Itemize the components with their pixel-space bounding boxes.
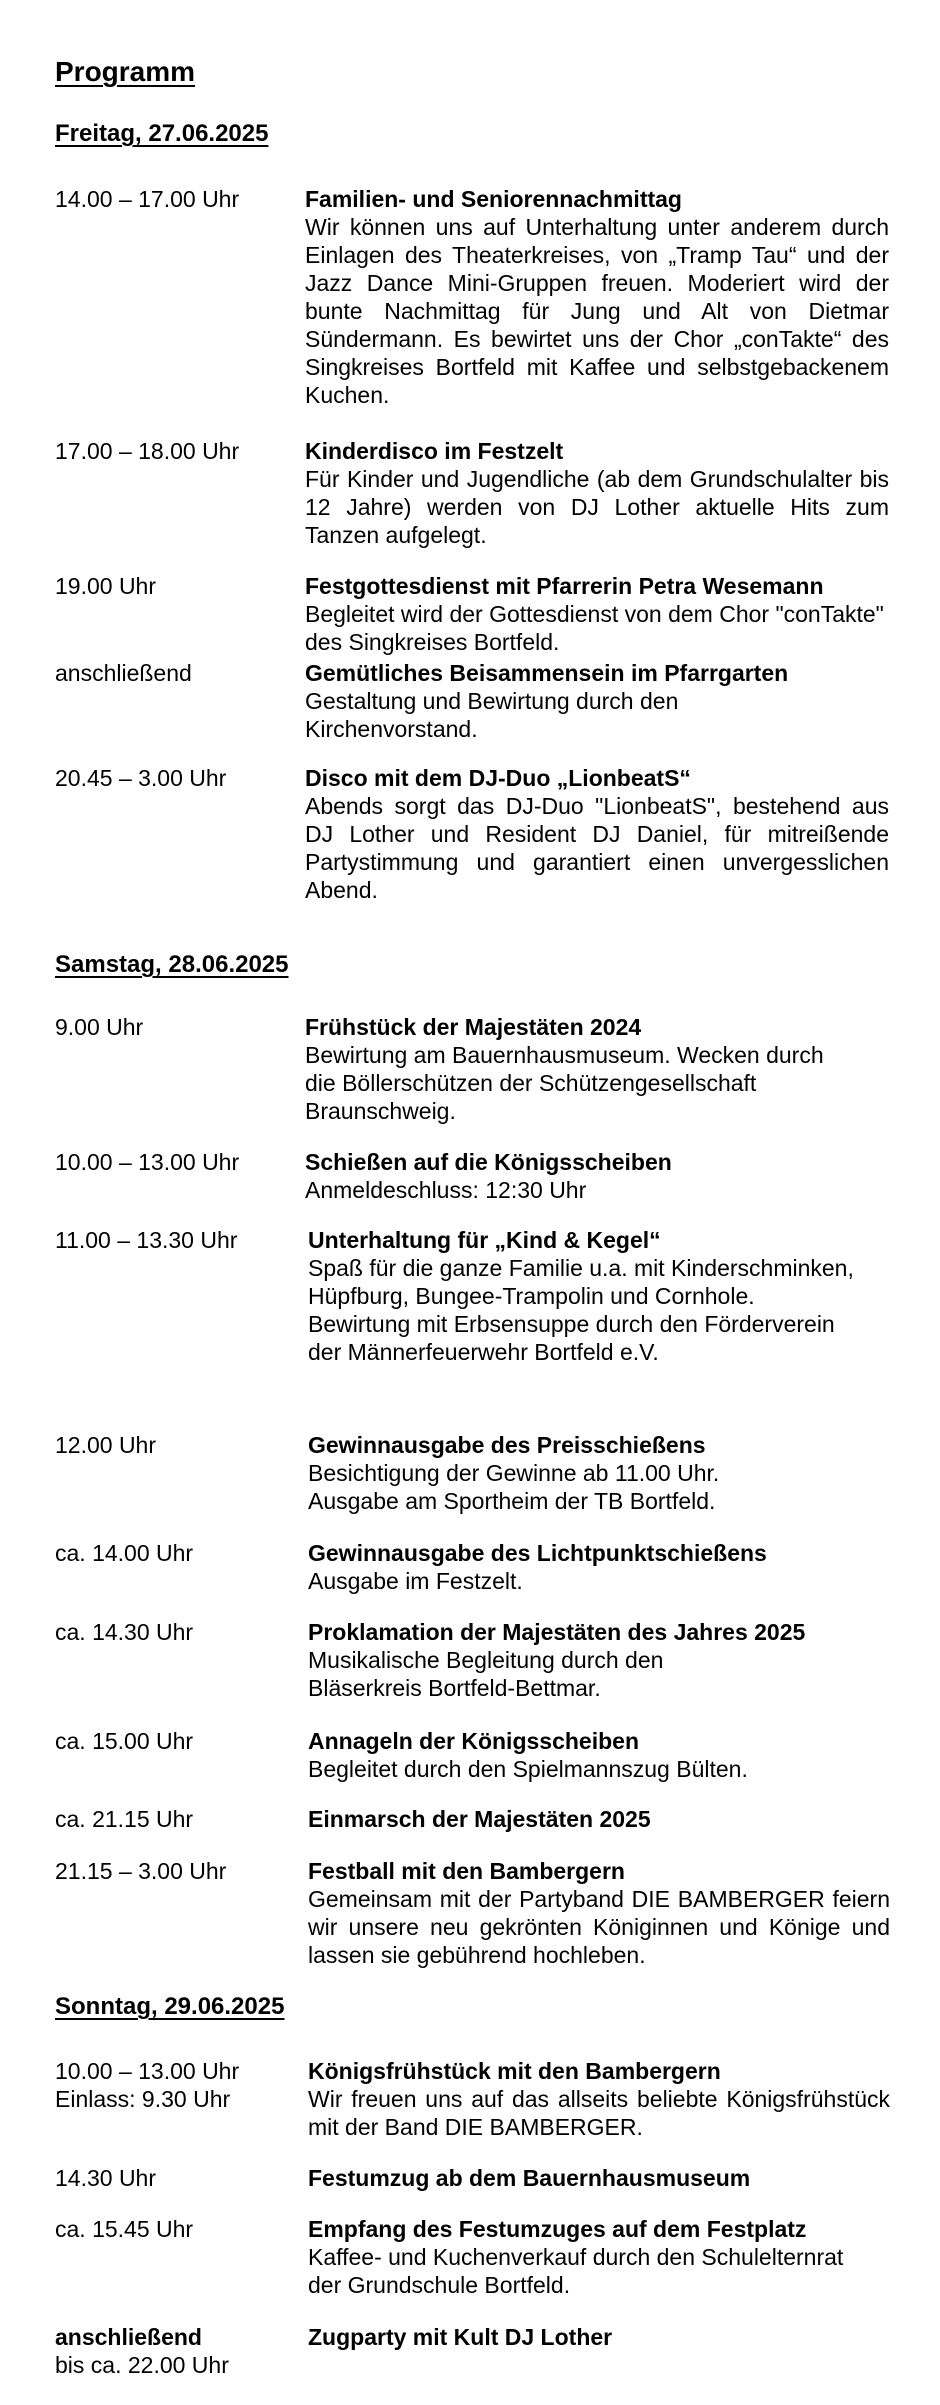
event-time: 21.15 – 3.00 Uhr [55,1858,227,1884]
event-time: 20.45 – 3.00 Uhr [55,765,227,791]
event-time: 10.00 – 13.00 Uhr Einlass: 9.30 Uhr [55,2058,240,2112]
event-description-2: Bewirtung mit Erbsensuppe durch den Förderverein der Männerfeuerwehr Bortfeld e.V. [308,1311,835,1365]
event-entry [308,1727,890,1783]
event-entry [305,572,889,656]
event-entry [305,764,889,904]
event-title: Zugparty mit Kult DJ Lother [308,2324,613,2350]
event-description: Ausgabe im Festzelt. [308,1568,523,1594]
event-entry [308,1857,890,1969]
event-entry [308,1431,890,1515]
day-heading-friday: Freitag, 27.06.2025 [55,120,269,147]
event-title: Festgottesdienst mit Pfarrerin Petra Wesemann [305,573,824,599]
event-title: Proklamation der Majestäten des Jahres 2025 [308,1619,806,1645]
event-time: anschließend [55,660,192,686]
event-description: Wir freuen uns auf das allseits beliebte Königsfrühstück mit der Band DIE BAMBERGER. [308,2086,890,2140]
event-time: ca. 15.00 Uhr [55,1728,194,1754]
event-time: ca. 14.00 Uhr [55,1540,194,1566]
event-title: Schießen auf die Königsscheiben [305,1149,672,1175]
event-title: Familien- und Seniorennachmittag [305,186,682,212]
event-title: Kinderdisco im Festzelt [305,438,564,464]
event-description: Musikalische Begleitung durch den Bläserkreis Bortfeld-Bettmar. [308,1647,664,1701]
event-time: 19.00 Uhr [55,573,157,599]
event-description: Begleitet wird der Gottesdienst von dem Chor "conTakte" des Singkreises Bortfeld. [305,601,884,655]
event-description: Anmeldeschluss: 12:30 Uhr [305,1177,587,1203]
event-time: 14.30 Uhr [55,2165,157,2191]
event-title: Festball mit den Bambergern [308,1858,625,1884]
event-title: Annageln der Königsscheiben [308,1728,639,1754]
event-entry [308,1226,890,1366]
event-time: 14.00 – 17.00 Uhr [55,186,240,212]
event-entry [308,1618,890,1702]
event-description: Kaffee- und Kuchenverkauf durch den Schulelternrat der Grundschule Bortfeld. [308,2244,844,2298]
event-time: 12.00 Uhr [55,1432,157,1458]
event-time: 11.00 – 13.30 Uhr [55,1227,238,1253]
day-heading-sunday: Sonntag, 29.06.2025 [55,1993,285,2020]
event-title: Festumzug ab dem Bauernhausmuseum [308,2165,751,2191]
event-description: Für Kinder und Jugendliche (ab dem Grundschulalter bis 12 Jahre) werden von DJ Lother aktuelle Hits zum Tanzen aufgelegt. [305,466,889,548]
event-description: Abends sorgt das DJ-Duo "LionbeatS", bestehend aus DJ Lother und Resident DJ Daniel, für mitreißende Partystimmung und garantiert einen unvergesslichen Abend. [305,793,889,903]
event-entry [305,185,889,409]
event-time: 9.00 Uhr [55,1014,144,1040]
event-entry [308,1805,890,1833]
event-description: Begleitet durch den Spielmannszug Bülten. [308,1756,748,1782]
event-entry [305,437,889,549]
event-entry [308,2057,890,2141]
event-description-2: Ausgabe am Sportheim der TB Bortfeld. [308,1488,716,1514]
event-title: Gemütliches Beisammensein im Pfarrgarten [305,660,789,686]
event-entry [305,659,889,743]
event-time: 17.00 – 18.00 Uhr [55,438,240,464]
event-description: Spaß für die ganze Familie u.a. mit Kinderschminken, Hüpfburg, Bungee-Trampolin und Cornhole. [308,1255,854,1309]
event-description: Besichtigung der Gewinne ab 11.00 Uhr. [308,1460,720,1486]
event-description: Wir können uns auf Unterhaltung unter anderem durch Einlagen des Theaterkreises, von „Tramp Tau“ und der Jazz Dance Mini-Gruppen freuen. Moderiert wird der bunte Nachmittag für Jung und Alt von Dietmar Sündermann. Es bewirtet uns der Chor „conTakte“ des Singkreises Bortfeld mit Kaffee und selbstgebackenem Kuchen. [305,214,889,408]
event-entry [308,1539,890,1595]
event-entry [308,2323,890,2351]
event-description: Gestaltung und Bewirtung durch den Kirchenvorstand. [305,688,679,742]
event-time: ca. 21.15 Uhr [55,1806,194,1832]
event-time: anschließend bis ca. 22.00 Uhr [55,2324,229,2378]
event-description: Gemeinsam mit der Partyband DIE BAMBERGER feiern wir unsere neu gekrönten Königinnen und Könige und lassen sie gebührend hochleben. [308,1886,890,1968]
event-description: Bewirtung am Bauernhausmuseum. Wecken durch die Böllerschützen der Schützengesellschaft Braunschweig. [305,1042,824,1124]
event-title: Frühstück der Majestäten 2024 [305,1014,642,1040]
event-title: Empfang des Festumzuges auf dem Festplatz [308,2216,807,2242]
event-entry [308,2215,890,2299]
event-title: Disco mit dem DJ-Duo „LionbeatS“ [305,765,691,791]
event-time: 10.00 – 13.00 Uhr [55,1149,240,1175]
event-title: Einmarsch der Majestäten 2025 [308,1806,651,1832]
day-heading-saturday: Samstag, 28.06.2025 [55,951,289,978]
event-title: Unterhaltung für „Kind & Kegel“ [308,1227,661,1253]
event-title: Gewinnausgabe des Preisschießens [308,1432,706,1458]
event-entry [308,2164,890,2192]
event-entry [305,1148,889,1204]
event-title: Gewinnausgabe des Lichtpunktschießens [308,1540,767,1566]
event-entry [305,1013,889,1125]
event-title: Königsfrühstück mit den Bambergern [308,2058,721,2084]
event-time: ca. 15.45 Uhr [55,2216,194,2242]
page-title: Programm [55,56,196,87]
event-time: ca. 14.30 Uhr [55,1619,194,1645]
